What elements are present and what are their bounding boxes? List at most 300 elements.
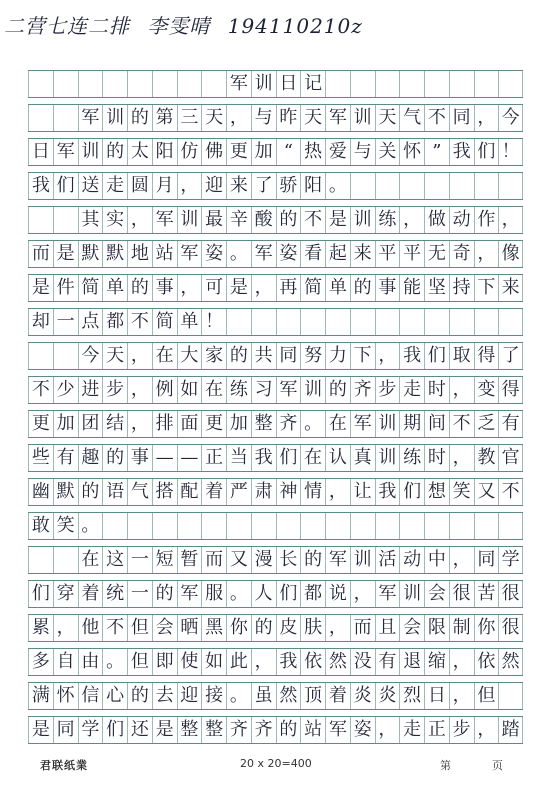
grid-cell: ！	[201, 309, 226, 335]
grid-cell: ，	[449, 445, 474, 471]
grid-cell: 记	[300, 71, 325, 97]
grid-cell: 默	[102, 241, 127, 267]
grid-cell: 们	[276, 445, 301, 471]
grid-cell: 神	[276, 479, 301, 505]
grid-cell: 事	[127, 445, 152, 471]
grid-cell: 着	[325, 683, 350, 709]
grid-row	[28, 172, 523, 200]
grid-cell: 军	[226, 71, 251, 97]
grid-cell: 不	[102, 615, 127, 641]
grid-cell: 排	[152, 411, 177, 437]
grid-cell: 。	[325, 173, 350, 199]
grid-cell: 制	[449, 615, 474, 641]
grid-cell: 都	[102, 309, 127, 335]
grid-cell: 与	[251, 105, 276, 131]
grid-cell: 在	[152, 343, 177, 369]
grid-cell: 姿	[276, 241, 301, 267]
grid-cell: 笑	[449, 479, 474, 505]
grid-cell: 起	[325, 241, 350, 267]
grid-cell: 的	[226, 343, 251, 369]
grid-cell: 日	[424, 683, 449, 709]
grid-cell: 日	[276, 71, 301, 97]
handwritten-header	[4, 10, 544, 50]
grid-cell: ，	[53, 615, 78, 641]
grid-cell: 怀	[53, 683, 78, 709]
grid-cell: 更	[28, 411, 53, 437]
grid-cell: 训	[177, 207, 202, 233]
grid-cell: 天	[300, 105, 325, 131]
grid-cell: ，	[177, 173, 202, 199]
page-label: 第	[440, 759, 451, 772]
grid-cell: 训	[350, 207, 375, 233]
grid-cell: 军	[177, 581, 202, 607]
grid-cell: 的	[350, 275, 375, 301]
grid-cell: 今	[498, 105, 523, 131]
grid-cell: 迎	[201, 173, 226, 199]
grid-cell: 动	[449, 207, 474, 233]
grid-cell: ，	[399, 207, 424, 233]
grid-cell: 步	[449, 717, 474, 743]
grid-cell: 在	[300, 445, 325, 471]
grid-cell: 使	[177, 649, 202, 675]
grid-cell: ，	[449, 377, 474, 403]
grid-cell: 不	[28, 377, 53, 403]
grid-cell: 姿	[201, 241, 226, 267]
grid-cell: 步	[102, 377, 127, 403]
grid-spec: 20 x 20=400	[240, 757, 312, 770]
grid-cell: 来	[350, 241, 375, 267]
grid-cell: ，	[350, 581, 375, 607]
grid-cell: 心	[102, 683, 127, 709]
grid-cell: 人	[251, 581, 276, 607]
grid-cell: 。	[78, 513, 103, 539]
grid-cell: 的	[127, 683, 152, 709]
grid-row	[28, 580, 523, 608]
grid-cell: 会	[399, 615, 424, 641]
grid-cell	[399, 71, 424, 97]
grid-cell: 训	[375, 411, 400, 437]
grid-cell: 训	[102, 105, 127, 131]
grid-cell: 期	[399, 411, 424, 437]
grid-cell: 军	[78, 105, 103, 131]
grid-cell	[350, 309, 375, 335]
grid-cell: 时	[424, 445, 449, 471]
grid-cell	[325, 513, 350, 539]
grid-cell: 配	[177, 479, 202, 505]
grid-cell: 军	[325, 105, 350, 131]
grid-cell: 实	[102, 207, 127, 233]
grid-cell: 们	[102, 717, 127, 743]
grid-cell: 像	[498, 241, 523, 267]
grid-cell: ”	[424, 139, 449, 165]
grid-cell: 姿	[350, 717, 375, 743]
grid-cell: 地	[127, 241, 152, 267]
grid-cell: 训	[78, 139, 103, 165]
grid-cell: 仿	[177, 139, 202, 165]
grid-cell: 是	[325, 207, 350, 233]
grid-cell: ，	[177, 275, 202, 301]
grid-cell: 看	[300, 241, 325, 267]
grid-cell	[152, 71, 177, 97]
grid-cell: 圆	[127, 173, 152, 199]
grid-cell: 平	[375, 241, 400, 267]
grid-cell: 整	[177, 717, 202, 743]
grid-cell: 可	[201, 275, 226, 301]
grid-cell: 想	[424, 479, 449, 505]
grid-cell	[53, 105, 78, 131]
grid-cell	[350, 513, 375, 539]
grid-cell: 然	[276, 683, 301, 709]
grid-cell: 同	[449, 105, 474, 131]
grid-cell: 再	[276, 275, 301, 301]
grid-cell: 长	[276, 547, 301, 573]
grid-cell: ，	[127, 411, 152, 437]
grid-cell: 没	[350, 649, 375, 675]
grid-cell: 作	[474, 207, 499, 233]
grid-cell: 军	[276, 377, 301, 403]
grid-cell: 很	[449, 581, 474, 607]
grid-cell: 炎	[350, 683, 375, 709]
grid-cell	[375, 173, 400, 199]
grid-cell: 无	[424, 241, 449, 267]
grid-cell: 我	[375, 479, 400, 505]
grid-cell: 此	[226, 649, 251, 675]
grid-cell: 们	[399, 479, 424, 505]
paper-footer	[0, 757, 554, 781]
grid-cell: 乏	[474, 411, 499, 437]
grid-cell: 平	[399, 241, 424, 267]
grid-cell: 缩	[424, 649, 449, 675]
grid-cell	[399, 173, 424, 199]
grid-row	[28, 478, 523, 506]
grid-cell: 少	[53, 377, 78, 403]
grid-row	[28, 240, 523, 268]
grid-cell: 件	[53, 275, 78, 301]
grid-cell: 动	[399, 547, 424, 573]
grid-cell	[375, 513, 400, 539]
grid-cell: 力	[325, 343, 350, 369]
grid-cell: 站	[152, 241, 177, 267]
grid-cell: 信	[78, 683, 103, 709]
grid-cell	[53, 343, 78, 369]
grid-cell: ，	[325, 615, 350, 641]
grid-cell: 敢	[28, 513, 53, 539]
grid-cell: 学	[498, 547, 523, 573]
grid-cell	[449, 173, 474, 199]
grid-cell: 单	[325, 275, 350, 301]
grid-cell: 我	[28, 173, 53, 199]
grid-cell: 气	[399, 105, 424, 131]
grid-row	[28, 682, 523, 710]
grid-cell	[350, 71, 375, 97]
grid-cell	[226, 309, 251, 335]
grid-cell: 我	[276, 649, 301, 675]
grid-cell	[78, 71, 103, 97]
grid-cell: 天	[201, 105, 226, 131]
grid-row	[28, 104, 523, 132]
grid-cell: 月	[152, 173, 177, 199]
grid-cell: 说	[325, 581, 350, 607]
grid-cell: 苦	[474, 581, 499, 607]
grid-cell: 炎	[375, 683, 400, 709]
grid-cell: 你	[474, 615, 499, 641]
grid-cell	[177, 71, 202, 97]
grid-cell	[276, 309, 301, 335]
grid-cell: 真	[350, 445, 375, 471]
grid-cell: 送	[78, 173, 103, 199]
grid-cell: 而	[350, 615, 375, 641]
grid-cell: 同	[276, 343, 301, 369]
grid-cell: 接	[201, 683, 226, 709]
grid-cell: 走	[399, 377, 424, 403]
grid-cell: 能	[399, 275, 424, 301]
grid-cell	[251, 513, 276, 539]
grid-cell	[498, 71, 523, 97]
grid-cell: 日	[28, 139, 53, 165]
grid-cell	[177, 513, 202, 539]
grid-cell: 们	[474, 139, 499, 165]
grid-cell	[226, 513, 251, 539]
grid-cell: 奇	[449, 241, 474, 267]
grid-cell: 我	[449, 139, 474, 165]
grid-cell: 了	[251, 173, 276, 199]
grid-cell: 其	[78, 207, 103, 233]
grid-cell: 情	[300, 479, 325, 505]
grid-cell	[375, 71, 400, 97]
grid-cell: 肤	[300, 615, 325, 641]
grid-cell: 活	[375, 547, 400, 573]
grid-cell: 而	[28, 241, 53, 267]
grid-cell	[449, 71, 474, 97]
grid-cell: 军	[325, 547, 350, 573]
grid-cell: 幽	[28, 479, 53, 505]
grid-cell: 严	[226, 479, 251, 505]
grid-cell: 不	[300, 207, 325, 233]
grid-cell: 不	[127, 309, 152, 335]
grid-cell: 训	[300, 377, 325, 403]
grid-cell: —	[152, 445, 177, 471]
grid-cell: 辛	[226, 207, 251, 233]
grid-cell: 晒	[177, 615, 202, 641]
grid-cell: 默	[53, 479, 78, 505]
grid-cell: ，	[449, 547, 474, 573]
grid-cell: 站	[300, 717, 325, 743]
grid-cell: 简	[78, 275, 103, 301]
grid-cell: 的	[251, 615, 276, 641]
grid-cell: 三	[177, 105, 202, 131]
grid-cell: 多	[28, 649, 53, 675]
paper-brand: 君联纸業	[40, 759, 88, 772]
grid-cell	[127, 71, 152, 97]
grid-cell: 太	[127, 139, 152, 165]
grid-cell: 整	[251, 411, 276, 437]
grid-cell: 些	[28, 445, 53, 471]
grid-cell: 但	[127, 615, 152, 641]
grid-cell: 事	[375, 275, 400, 301]
grid-cell: 我	[399, 343, 424, 369]
grid-cell: 漫	[251, 547, 276, 573]
grid-cell: 了	[498, 343, 523, 369]
grid-cell: 军	[177, 241, 202, 267]
grid-cell: 变	[474, 377, 499, 403]
grid-cell: 佛	[201, 139, 226, 165]
grid-cell: ，	[251, 649, 276, 675]
grid-cell	[498, 683, 523, 709]
grid-cell: 。	[102, 649, 127, 675]
grid-cell: 持	[449, 275, 474, 301]
grid-cell: 努	[300, 343, 325, 369]
grid-cell: 训	[251, 71, 276, 97]
grid-cell: 齐	[226, 717, 251, 743]
grid-cell	[28, 105, 53, 131]
grid-cell: 服	[201, 581, 226, 607]
grid-cell: 面	[177, 411, 202, 437]
grid-row	[28, 716, 523, 744]
grid-cell: 军	[251, 241, 276, 267]
grid-cell: 训	[350, 105, 375, 131]
grid-cell: 正	[424, 717, 449, 743]
grid-cell: 昨	[276, 105, 301, 131]
grid-cell	[399, 309, 424, 335]
grid-cell: 团	[78, 411, 103, 437]
grid-cell: 更	[226, 139, 251, 165]
grid-cell: ，	[375, 343, 400, 369]
grid-cell: 事	[152, 275, 177, 301]
grid-cell: ，	[449, 683, 474, 709]
grid-cell: 训	[375, 445, 400, 471]
grid-cell: 下	[350, 343, 375, 369]
grid-cell: 即	[152, 649, 177, 675]
grid-cell: 的	[300, 547, 325, 573]
grid-row	[28, 376, 523, 404]
grid-cell: 步	[375, 377, 400, 403]
grid-cell: 怀	[399, 139, 424, 165]
grid-cell: 时	[424, 377, 449, 403]
grid-row	[28, 546, 523, 574]
grid-cell: 得	[498, 377, 523, 403]
student-id: 194110210z	[227, 14, 363, 38]
grid-cell: ，	[498, 207, 523, 233]
grid-cell: 军	[152, 207, 177, 233]
grid-cell: 天	[102, 343, 127, 369]
grid-cell: 但	[127, 649, 152, 675]
grid-cell	[325, 71, 350, 97]
grid-cell: 们	[28, 581, 53, 607]
grid-cell: 单	[177, 309, 202, 335]
grid-cell	[350, 173, 375, 199]
grid-row	[28, 512, 523, 540]
grid-cell: ，	[474, 105, 499, 131]
grid-cell: 又	[474, 479, 499, 505]
grid-cell: 依	[300, 649, 325, 675]
grid-cell: 最	[201, 207, 226, 233]
student-name: 李雯晴	[147, 14, 211, 38]
grid-cell: 第	[152, 105, 177, 131]
grid-cell: 一	[127, 581, 152, 607]
grid-row	[28, 70, 523, 98]
grid-cell	[201, 71, 226, 97]
grid-cell: 共	[251, 343, 276, 369]
grid-cell	[201, 513, 226, 539]
grid-cell: 酸	[251, 207, 276, 233]
grid-row	[28, 206, 523, 234]
grid-cell: 是	[226, 275, 251, 301]
grid-cell: 是	[152, 717, 177, 743]
grid-cell: 家	[201, 343, 226, 369]
grid-cell: 而	[201, 547, 226, 573]
grid-cell: 还	[127, 717, 152, 743]
grid-cell: 训	[399, 581, 424, 607]
grid-cell: 有	[498, 411, 523, 437]
grid-cell: 去	[152, 683, 177, 709]
grid-cell: ，	[127, 377, 152, 403]
grid-cell	[449, 309, 474, 335]
grid-cell	[152, 513, 177, 539]
grid-cell	[474, 309, 499, 335]
grid-cell	[474, 71, 499, 97]
grid-cell: 一	[127, 547, 152, 573]
grid-row	[28, 444, 523, 472]
grid-row	[28, 342, 523, 370]
grid-cell: 有	[375, 649, 400, 675]
grid-cell: 点	[78, 309, 103, 335]
grid-cell: 与	[350, 139, 375, 165]
grid-cell: 加	[226, 411, 251, 437]
grid-cell: 军	[375, 581, 400, 607]
grid-cell: 。	[226, 581, 251, 607]
grid-cell: 的	[127, 275, 152, 301]
grid-cell: ，	[226, 105, 251, 131]
grid-cell	[102, 71, 127, 97]
grid-cell	[28, 71, 53, 97]
grid-cell: 练	[399, 445, 424, 471]
grid-cell: 他	[78, 615, 103, 641]
grid-cell: 们	[276, 581, 301, 607]
grid-cell: 踏	[498, 717, 523, 743]
grid-cell: 正	[201, 445, 226, 471]
grid-cell	[424, 309, 449, 335]
grid-cell: 由	[78, 649, 103, 675]
grid-cell: 虽	[251, 683, 276, 709]
grid-cell: 的	[102, 139, 127, 165]
grid-cell: 单	[102, 275, 127, 301]
grid-cell: 当	[226, 445, 251, 471]
grid-cell: 军	[53, 139, 78, 165]
grid-cell: 但	[474, 683, 499, 709]
grid-cell: ，	[251, 275, 276, 301]
grid-cell	[449, 513, 474, 539]
grid-cell: 。	[226, 241, 251, 267]
grid-cell: 结	[102, 411, 127, 437]
grid-cell: 练	[226, 377, 251, 403]
grid-cell	[127, 513, 152, 539]
grid-cell	[325, 309, 350, 335]
grid-row	[28, 648, 523, 676]
grid-cell: 整	[201, 717, 226, 743]
grid-cell: 一	[53, 309, 78, 335]
grid-cell: 今	[78, 343, 103, 369]
grid-cell: 是	[28, 275, 53, 301]
grid-cell	[251, 309, 276, 335]
grid-cell: 然	[498, 649, 523, 675]
grid-cell: 习	[251, 377, 276, 403]
grid-cell: 很	[498, 581, 523, 607]
grid-cell: 我	[251, 445, 276, 471]
grid-cell: 且	[375, 615, 400, 641]
grid-cell: 阳	[300, 173, 325, 199]
grid-cell: 不	[498, 479, 523, 505]
grid-cell: 很	[498, 615, 523, 641]
